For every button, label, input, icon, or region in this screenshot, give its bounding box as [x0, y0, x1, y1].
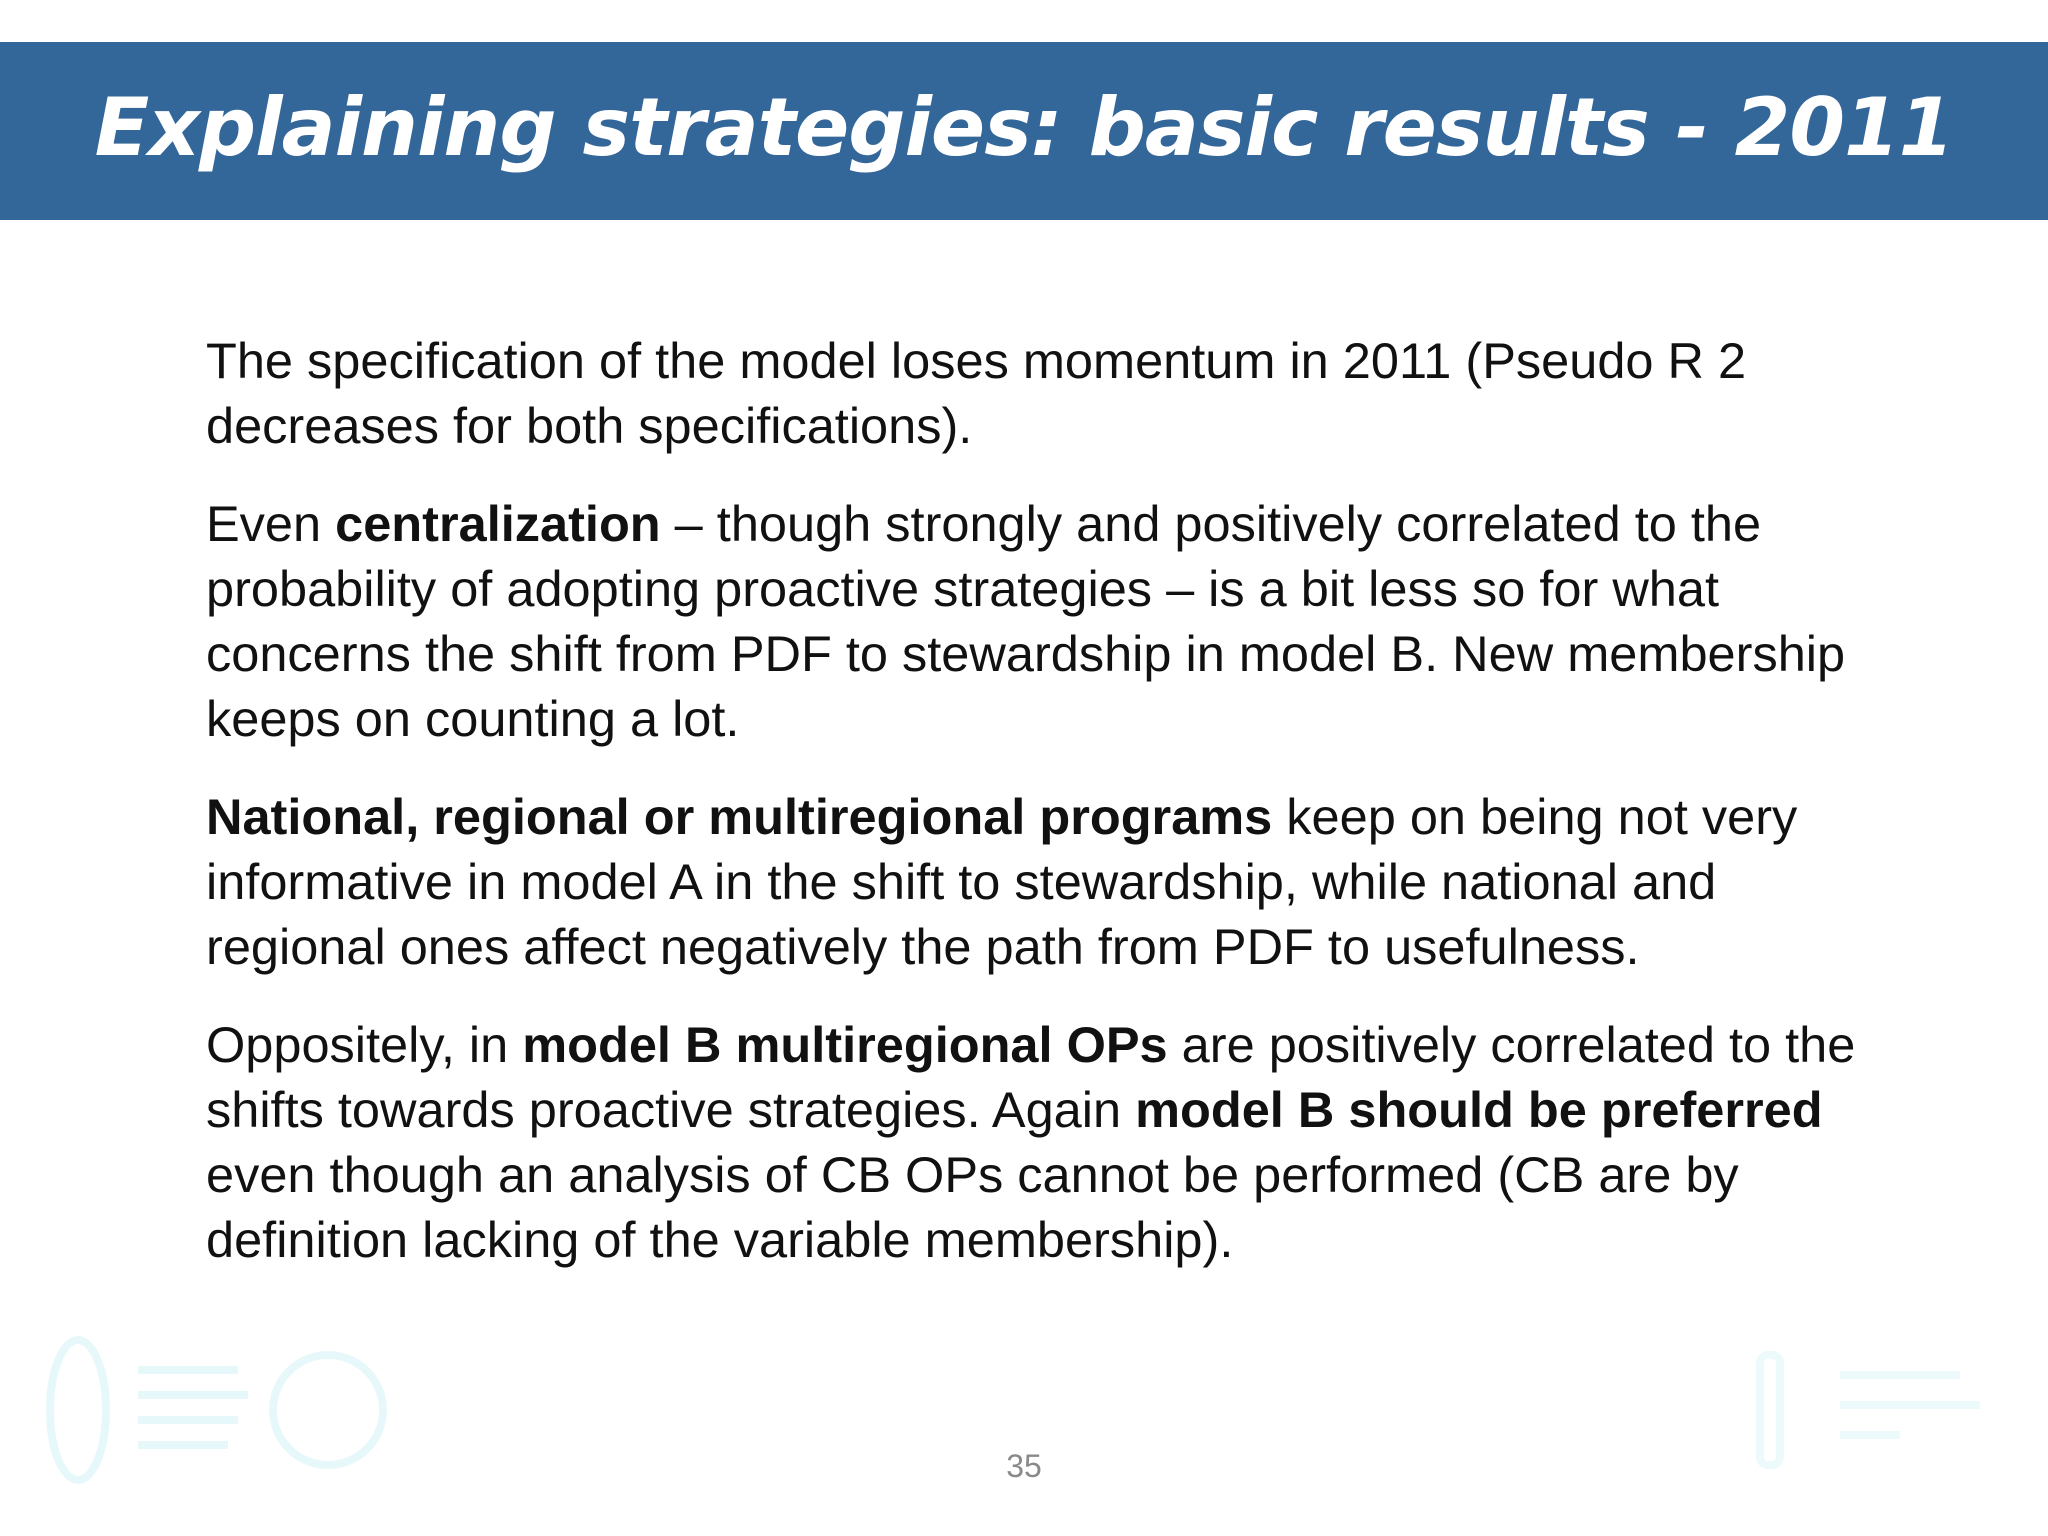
paragraph-4-text-start: Oppositely, in	[206, 1016, 523, 1073]
paragraph-3-bold-programs: National, regional or multiregional programs	[206, 788, 1273, 845]
slide-title: Explaining strategies: basic results - 2011	[94, 80, 1954, 174]
paragraph-1-text: The specification of the model loses momentum in 2011 (Pseudo R 2 decreases for both specifications).	[206, 332, 1747, 454]
paragraph-4-bold-preferred: model B should be preferred	[1135, 1081, 1823, 1138]
title-bar	[0, 42, 2048, 220]
paragraph-4-text-end: even though an analysis of CB OPs cannot be performed (CB are by definition lacking of the variable membership).	[206, 1146, 1739, 1268]
paragraph-4-text-middle: are positively correlated to the shifts towards proactive strategies. Again	[206, 1016, 1856, 1138]
paragraph-2-text: Even	[206, 495, 336, 552]
paragraph-4-bold-multiregional: model B multiregional OPs	[522, 1016, 1168, 1073]
slide-body	[206, 328, 1866, 1305]
paragraph-4	[206, 1012, 1866, 1272]
paragraph-3-text: keep on being not very informative in model A in the shift to stewardship, while national and regional ones affect negatively the path from PDF to usefulness.	[206, 788, 1798, 975]
paragraph-3	[206, 784, 1866, 979]
paragraph-2	[206, 491, 1866, 751]
page-number: 35	[1006, 1448, 1042, 1484]
paragraph-2-text-rest: – though strongly and positively correlated to the probability of adopting proactive strategies – is a bit less so for what concerns the shift from PDF to stewardship in model B. New membership keeps on counting a lot.	[206, 495, 1846, 747]
paragraph-2-bold-centralization: centralization	[335, 495, 661, 552]
paragraph-1	[206, 328, 1866, 458]
